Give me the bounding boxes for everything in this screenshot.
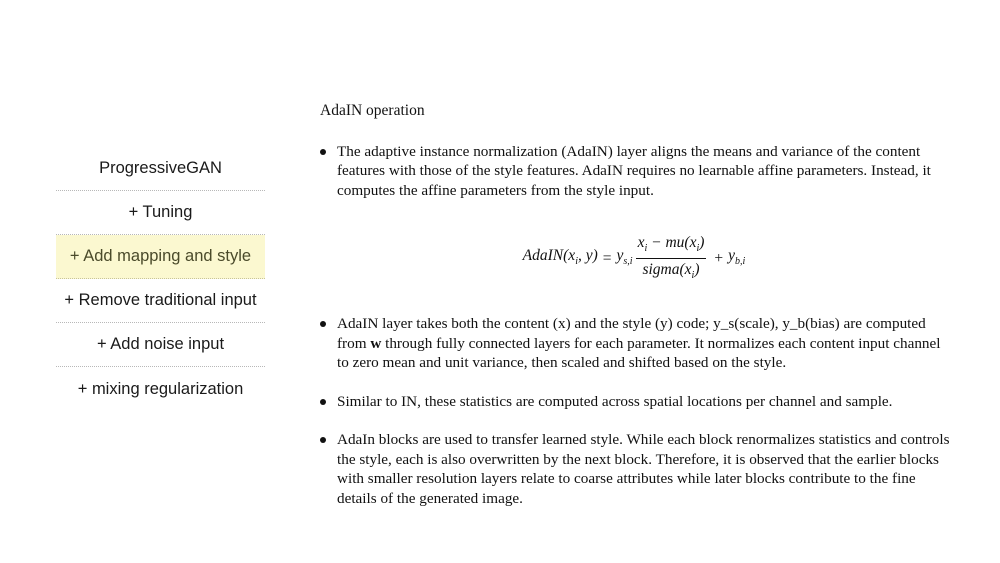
- bullet-item-blocks: AdaIn blocks are used to transfer learned style. While each block renormalizes statistics and controls the style, each is also overwritten by the next block. Therefore, it is observed that the earlier blocks with smaller resolution layers relate to coarse attributes while later blocks contribute to the fine details of the generated image.: [320, 430, 950, 508]
- sidebar-item-progressivegan[interactable]: ProgressiveGAN: [56, 147, 265, 191]
- bullet-item-adain-inputs: AdaIN layer takes both the content (x) and the style (y) code; y_s(scale), y_b(bias) are computed from w through fully connected layers for each parameter. It normalizes each content input channel to zero mean and unit variance, then scaled and shifted based on the style.: [320, 314, 950, 373]
- formula-lhs: $AdaIN(x_i$, y): [522, 247, 598, 268]
- bullet-list-details: [320, 314, 950, 508]
- section-title: AdaIN operation: [320, 102, 425, 119]
- sidebar-item-tuning[interactable]: + Tuning: [56, 191, 265, 235]
- formula-plus: +: [714, 250, 724, 268]
- formula-equals: =: [602, 250, 612, 268]
- bullet-list: [320, 142, 950, 201]
- bullet-item-statistics: Similar to IN, these statistics are computed across spatial locations per channel and sample.: [320, 392, 950, 412]
- formula-scale: $y_{s,i}$: [616, 247, 633, 268]
- formula-denominator: $sigma(x_i)$: [642, 261, 700, 282]
- formula-fraction: [636, 234, 707, 284]
- formula-numerator: $x_i - mu(x_i)$: [636, 234, 707, 259]
- sidebar-item-remove-traditional-input[interactable]: + Remove traditional input: [56, 279, 265, 323]
- sidebar-item-add-mapping-and-style[interactable]: + Add mapping and style: [56, 235, 265, 279]
- adain-formula: [318, 232, 950, 286]
- bullet-item-adain-definition: The adaptive instance normalization (AdaIN) layer aligns the means and variance of the content features with those of the style features. AdaIN requires no learnable affine parameters. Instead, it computes the affine parameters from the style input.: [320, 142, 950, 201]
- formula-bias: $y_{b,i}$: [728, 247, 746, 268]
- sidebar-item-mixing-regularization[interactable]: + mixing regularization: [77, 379, 244, 398]
- sidebar-nav: [56, 147, 265, 411]
- main-content: [320, 101, 950, 508]
- sidebar-item-add-noise-input[interactable]: + Add noise input: [56, 323, 265, 367]
